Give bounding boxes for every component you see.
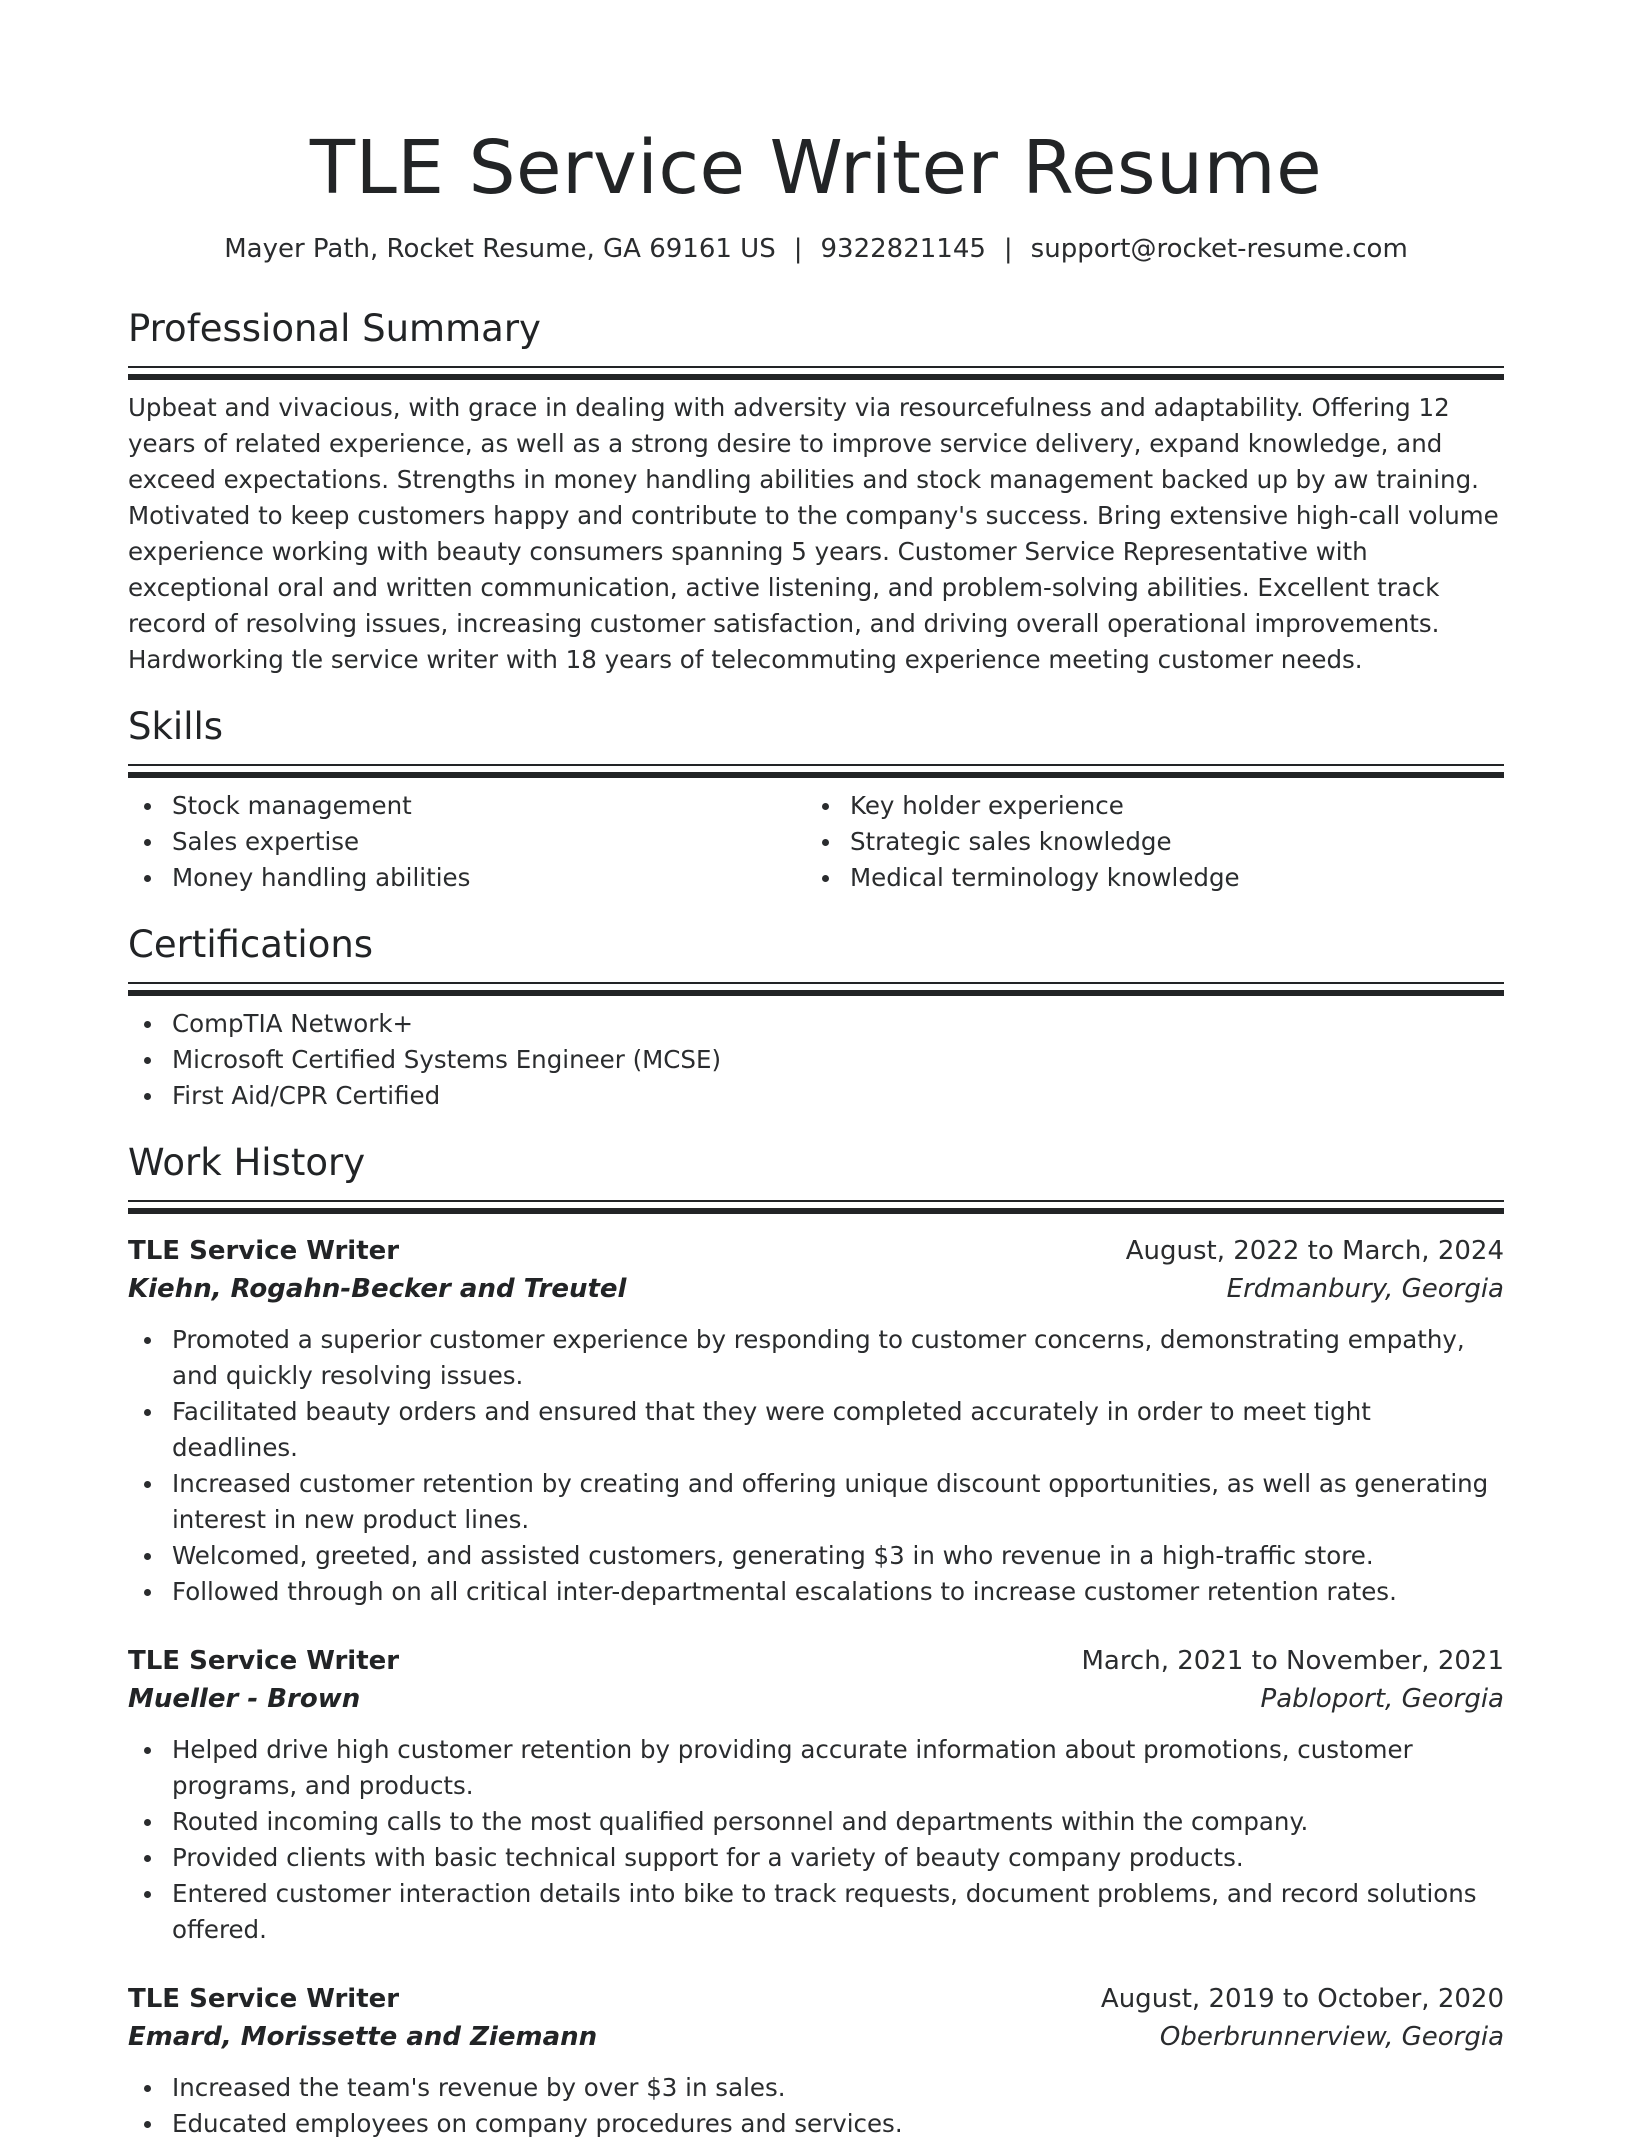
certification-item: First Aid/CPR Certified: [128, 1078, 1504, 1114]
job-company: Kiehn, Rogahn-Becker and Treutel: [128, 1274, 627, 1304]
contact-email[interactable]: support@rocket-resume.com: [1030, 234, 1408, 264]
summary-section: [128, 306, 1504, 678]
skills-list-right: [806, 788, 1484, 896]
certifications-section: [128, 922, 1504, 1114]
job-duty-item: Promoted a superior customer experience by responding to customer concerns, demonstrating empathy, and quickly resolving issues.: [128, 1322, 1504, 1394]
section-heading-certifications: Certifications: [128, 923, 374, 966]
contact-line: [128, 232, 1504, 266]
job-duty-item: Increased the team's revenue by over $3 in sales.: [128, 2070, 1504, 2106]
job-header: [128, 1232, 1504, 1270]
skill-item: Sales expertise: [128, 824, 806, 860]
section-heading-summary: Professional Summary: [128, 307, 541, 350]
work-history-section: [128, 1140, 1504, 2142]
job-duty-item: Provided clients with basic technical support for a variety of beauty company products.: [128, 1840, 1504, 1876]
job-dates: August, 2019 to October, 2020: [1100, 1984, 1504, 2014]
section-divider: [128, 982, 1504, 996]
contact-phone: 9322821145: [820, 234, 986, 264]
section-divider: [128, 366, 1504, 380]
job-entry: [128, 1642, 1504, 1948]
job-header: [128, 1642, 1504, 1680]
skill-item: Stock management: [128, 788, 806, 824]
job-duties-list: [128, 1732, 1504, 1948]
job-duty-item: Educated employees on company procedures and services.: [128, 2106, 1504, 2142]
skill-item: Key holder experience: [806, 788, 1484, 824]
job-duties-list: [128, 1322, 1504, 1610]
job-location: Pabloport, Georgia: [1260, 1684, 1504, 1714]
job-title: TLE Service Writer: [128, 1236, 400, 1266]
contact-separator: |: [1003, 234, 1013, 264]
job-duty-item: Helped drive high customer retention by providing accurate information about promotions, customer programs, and products.: [128, 1732, 1504, 1804]
section-divider: [128, 764, 1504, 778]
certifications-list: [128, 1006, 1504, 1114]
job-duties-list: [128, 2070, 1504, 2142]
job-company: Emard, Morissette and Ziemann: [128, 2022, 598, 2052]
job-header: [128, 1980, 1504, 2018]
job-dates: August, 2022 to March, 2024: [1125, 1236, 1504, 1266]
section-divider: [128, 1200, 1504, 1214]
job-location: Erdmanbury, Georgia: [1226, 1274, 1504, 1304]
job-duty-item: Entered customer interaction details into bike to track requests, document problems, and record solutions offered.: [128, 1876, 1504, 1948]
job-entry: [128, 1232, 1504, 1610]
skill-item: Money handling abilities: [128, 860, 806, 896]
job-duty-item: Routed incoming calls to the most qualified personnel and departments within the company.: [128, 1804, 1504, 1840]
skills-list-left: [128, 788, 806, 896]
section-heading-work-history: Work History: [128, 1141, 366, 1184]
job-duty-item: Increased customer retention by creating and offering unique discount opportunities, as well as generating interest in new product lines.: [128, 1466, 1504, 1538]
summary-text: Upbeat and vivacious, with grace in dealing with adversity via resourcefulness and adaptability. Offering 12 years of related experience, as well as a strong desire to improve service delivery, expand knowledge, and exceed expectations. Strengths in money handling abilities and stock management backed up by aw training. Motivated to keep customers happy and contribute to the company's success. Bring extensive high-call volume experience working with beauty consumers spanning 5 years. Customer Service Representative with exceptional oral and written communication, active listening, and problem-solving abilities. Excellent track record of resolving issues, increasing customer satisfaction, and driving overall operational improvements. Hardworking tle service writer with 18 years of telecommuting experience meeting customer needs.: [128, 393, 1499, 674]
job-dates: March, 2021 to November, 2021: [1081, 1646, 1504, 1676]
skill-item: Medical terminology knowledge: [806, 860, 1484, 896]
job-location: Oberbrunnerview, Georgia: [1159, 2022, 1504, 2052]
job-duty-item: Welcomed, greeted, and assisted customers, generating $3 in who revenue in a high-traffic store.: [128, 1538, 1504, 1574]
job-company: Mueller - Brown: [128, 1684, 361, 1714]
skills-section: [128, 704, 1504, 896]
job-duty-item: Followed through on all critical inter-departmental escalations to increase customer retention rates.: [128, 1574, 1504, 1610]
resume-title: TLE Service Writer Resume: [309, 125, 1323, 211]
certification-item: CompTIA Network+: [128, 1006, 1504, 1042]
section-heading-skills: Skills: [128, 705, 224, 748]
contact-address: Mayer Path, Rocket Resume, GA 69161 US: [224, 234, 776, 264]
skills-grid: [128, 788, 1504, 896]
job-duty-item: Facilitated beauty orders and ensured that they were completed accurately in order to meet tight deadlines.: [128, 1394, 1504, 1466]
job-title: TLE Service Writer: [128, 1646, 400, 1676]
job-entry: [128, 1980, 1504, 2142]
contact-separator: |: [793, 234, 803, 264]
certification-item: Microsoft Certified Systems Engineer (MCSE): [128, 1042, 1504, 1078]
job-title: TLE Service Writer: [128, 1984, 400, 2014]
job-subheader: [128, 2018, 1504, 2056]
skill-item: Strategic sales knowledge: [806, 824, 1484, 860]
job-subheader: [128, 1270, 1504, 1308]
job-subheader: [128, 1680, 1504, 1718]
